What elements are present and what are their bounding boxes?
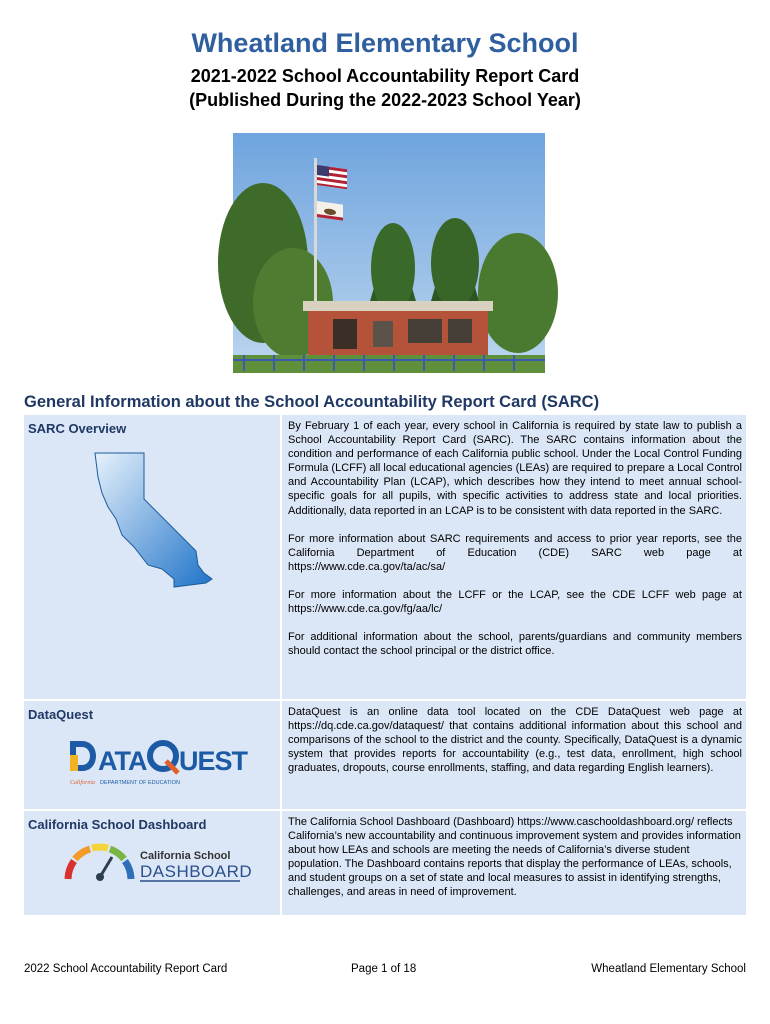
sarc-overview-cell xyxy=(24,415,280,699)
paragraph: For more information about the LCFF or the LCAP, see the CDE LCFF web page at https://www.cde.ca.gov/fg/aa/lc/ xyxy=(288,588,742,616)
dashboard-label: California School Dashboard xyxy=(28,817,207,832)
dataquest-cell xyxy=(24,701,280,809)
table-row-dashboard xyxy=(24,811,746,915)
table-row-dataquest xyxy=(24,701,746,809)
dataquest-logo-part1: ATA xyxy=(98,746,147,776)
dashboard-cell xyxy=(24,811,280,915)
table-row-sarc-overview xyxy=(24,415,746,699)
paragraph: For additional information about the school, parents/guardians and community members should contact the school principal or the district office. xyxy=(288,631,742,658)
school-name-title: Wheatland Elementary School xyxy=(191,28,579,58)
paragraph: DataQuest is an online data tool located on the CDE DataQuest web page at https://dq.cde.ca.gov/dataquest/ that contains additional information about this school and comparisons of the school to the district and the county. Specifically, DataQuest is a dynamic system that provides reports for accountability (e.g., test data, enrollment, high school graduates, dropouts, course enrollments, staffing, and data regarding English learners). xyxy=(288,706,742,775)
section-heading: General Information about the School Accountability Report Card (SARC) xyxy=(24,393,600,411)
dataquest-text xyxy=(282,701,746,809)
dataquest-label: DataQuest xyxy=(28,707,94,722)
footer-right: Wheatland Elementary School xyxy=(591,963,746,975)
dataquest-logo-tag: DEPARTMENT OF EDUCATION xyxy=(100,780,180,786)
sarc-overview-text xyxy=(282,415,746,699)
sarc-overview-label: SARC Overview xyxy=(28,421,127,436)
dashboard-logo-line2: DASHBOARD xyxy=(140,862,253,881)
sarc-info-table xyxy=(24,415,746,917)
report-title-line1: 2021-2022 School Accountability Report Card xyxy=(190,66,580,86)
california-map-icon xyxy=(92,451,214,591)
footer-left: 2022 School Accountability Report Card xyxy=(24,963,228,975)
dataquest-logo-part2: UEST xyxy=(179,746,248,776)
report-title-line2: (Published During the 2022-2023 School Year) xyxy=(189,90,581,110)
dataquest-logo xyxy=(68,735,248,787)
dashboard-logo xyxy=(64,841,253,885)
paragraph: The California School Dashboard (Dashboard) https://www.caschooldashboard.org/ reflects California’s new accountability and continuous improvement system and provides information about how LEAs and schools are meeting the needs of California’s diverse student population. The Dashboard contains reports that display the performance of LEAs, schools, and student groups on a set of state and local measures to assist in identifying strengths, challenges, and areas in need of improvement. xyxy=(288,816,741,899)
school-photo xyxy=(233,133,545,373)
paragraph: For more information about SARC requirements and access to prior year reports, see the California Department of Education (CDE) SARC web page at https://www.cde.ca.gov/ta/ac/sa/ xyxy=(288,532,742,573)
dataquest-logo-tag-script: California xyxy=(70,780,96,786)
dashboard-logo-line1: California School xyxy=(140,850,231,862)
report-title xyxy=(0,64,770,112)
dashboard-text xyxy=(282,811,746,915)
footer-page-number: Page 1 of 18 xyxy=(351,963,417,975)
paragraph: By February 1 of each year, every school in California is required by state law to publish a School Accountability Report Card (SARC). The SARC contains information about the condition and performance of each California public school. Under the Local Control Funding Formula (LCFF) all local educational agencies (LEAs) are required to prepare a Local Control and Accountability Plan (LCAP), which describes how they intend to meet annual school-specific goals for all pupils, with specific activities to address state and local priorities. Additionally, data reported in an LCAP is to be consistent with data reported in the SARC. xyxy=(288,420,742,517)
